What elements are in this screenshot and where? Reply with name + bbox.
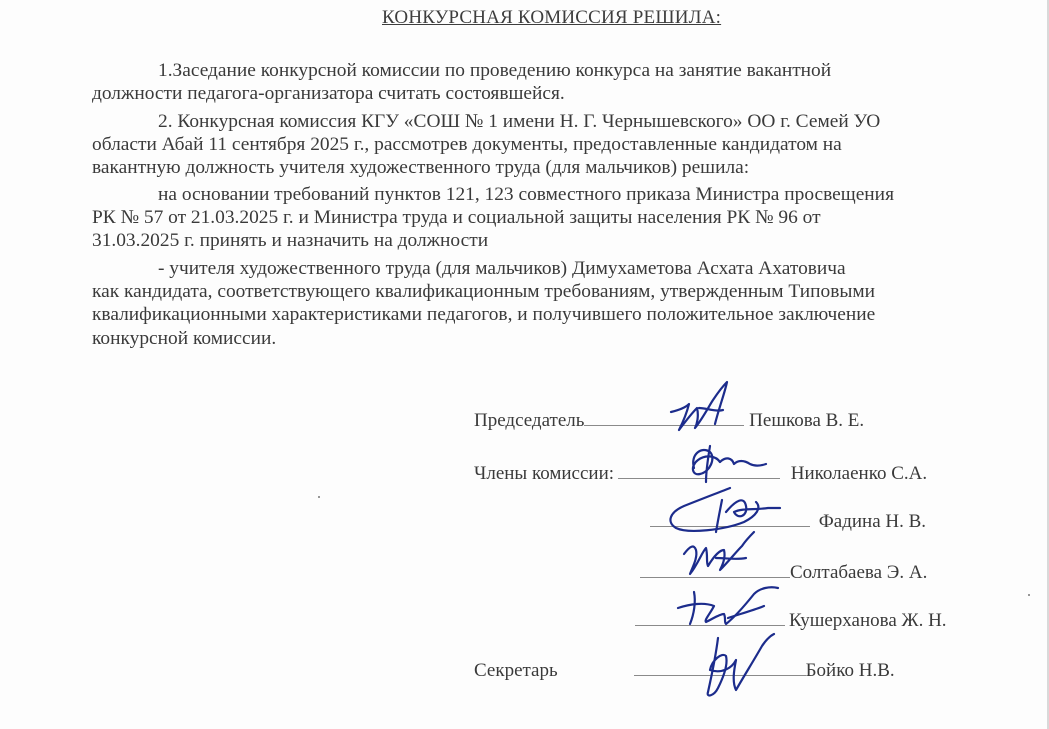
paragraph-1-line-1: 1.Заседание конкурсной комиссии по проведению конкурса на занятие вакантной [158, 60, 832, 81]
signature-line [640, 560, 790, 578]
members-label: Члены комиссии: [474, 463, 615, 484]
chair-label: Председатель [474, 410, 585, 431]
paragraph-4-line-3: квалификационными характеристиками педагогов, и получившего положительное заключение [92, 304, 876, 326]
signature-line [650, 509, 810, 527]
paragraph-4-line-2: как кандидата, соответствующего квалификационным требованиям, утвержденным Типовыми [92, 281, 876, 303]
secretary-label: Секретарь [474, 660, 558, 681]
signature-line [618, 461, 780, 479]
paragraph-1-line-2: должности педагога-организатора считать состоявшейся. [92, 83, 565, 105]
secretary-name: Бойко Н.В. [805, 660, 895, 681]
chair-name: Пешкова В. Е. [749, 410, 865, 431]
speck [1028, 594, 1030, 596]
paragraph-3-line-2: РК № 57 от 21.03.2025 г. и Министра труда и социальной защиты населения РК № 96 от [92, 207, 821, 229]
member-3-name: Солтабаева Э. А. [790, 562, 928, 583]
paragraph-3 [92, 183, 992, 253]
secretary-row [474, 658, 895, 682]
member-row-2 [650, 509, 926, 533]
member-row-1 [474, 461, 927, 485]
paragraph-4-line-1: - учителя художественного труда (для мальчиков) Димухаметова Асхата Ахатовича [158, 258, 846, 279]
signature-line [635, 608, 785, 626]
paragraph-2 [92, 110, 992, 180]
paragraph-2-line-3: вакантную должность учителя художественного труда (для мальчиков) решила: [92, 157, 750, 179]
member-1-name: Николаенко С.А. [790, 463, 928, 484]
chair-row [474, 408, 864, 432]
paragraph-3-line-3: 31.03.2025 г. принять и назначить на должности [92, 230, 489, 252]
paragraph-1 [92, 59, 992, 105]
signature-line [634, 658, 806, 676]
member-4-name: Кушерханова Ж. Н. [789, 610, 947, 631]
signature-line [584, 408, 744, 426]
paragraph-2-line-1: 2. Конкурсная комиссия КГУ «СОШ № 1 имени Н. Г. Чернышевского» ОО г. Семей УО [158, 111, 881, 132]
member-row-4 [635, 608, 947, 632]
member-row-3 [640, 560, 927, 584]
member-2-name: Фадина Н. В. [818, 511, 927, 532]
paragraph-2-line-2: области Абай 11 сентября 2025 г., рассмотрев документы, предоставленные кандидатом на [92, 134, 842, 156]
decision-heading: КОНКУРСНАЯ КОМИССИЯ РЕШИЛА: [382, 7, 722, 28]
paragraph-4 [92, 257, 992, 350]
speck [318, 496, 320, 498]
paragraph-4-line-4: конкурсной комиссии. [92, 327, 277, 349]
paragraph-3-line-1: на основании требований пунктов 121, 123 совместного приказа Министра просвещения [158, 184, 894, 205]
